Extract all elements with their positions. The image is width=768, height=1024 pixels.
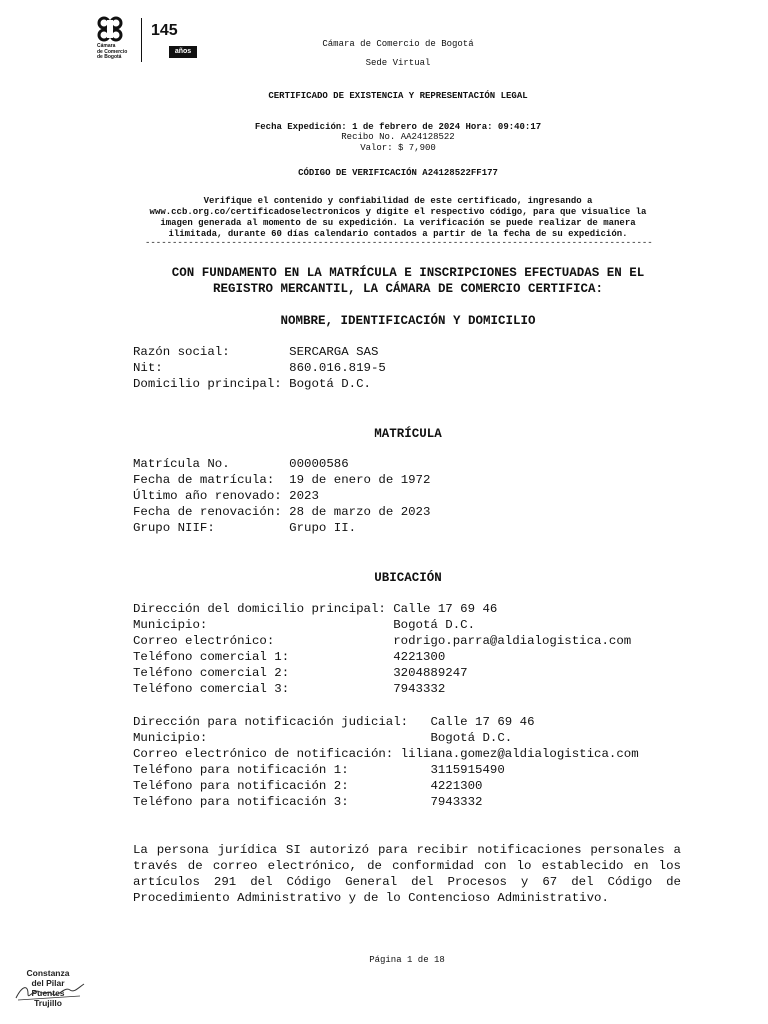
certificate-title: CERTIFICADO DE EXISTENCIA Y REPRESENTACIÓN LEGAL xyxy=(268,91,528,101)
recibo-number: Recibo No. AA24128522 xyxy=(341,132,455,142)
verification-code: CÓDIGO DE VERIFICACIÓN A24128522FF177 xyxy=(298,168,498,178)
kv-row: Teléfono comercial 3: 7943332 xyxy=(133,682,446,696)
kv-row: Correo electrónico de notificación: liliana.gomez@aldialogistica.com xyxy=(133,747,639,761)
signature-stamp xyxy=(14,968,86,1014)
kv-row: Domicilio principal: Bogotá D.C. xyxy=(133,377,371,391)
separator-line: ---------------------------------------------------------------------------------------------- xyxy=(145,238,653,248)
page-number: Página 1 de 18 xyxy=(369,955,445,965)
kv-row: Último año renovado: 2023 xyxy=(133,489,319,503)
kv-row: Grupo NIIF: Grupo II. xyxy=(133,521,357,535)
kv-row: Fecha de matrícula: 19 de enero de 1972 xyxy=(133,473,431,487)
kv-row: Municipio: Bogotá D.C. xyxy=(133,731,513,745)
valor: Valor: $ 7,900 xyxy=(360,143,436,153)
kv-row: Teléfono comercial 1: 4221300 xyxy=(133,650,446,664)
ubicacion-judicial-table xyxy=(133,714,639,810)
verification-notice: Verifique el contenido y confiabilidad de este certificado, ingresando a www.ccb.org.co/certificadoselectronicos y digite el respectivo código, para que visualice la imagen generada al momento de su expedición. La verificación se puede realizar de manera ilimitada, durante 60 días calendario contados a partir de la fecha de su expedición. xyxy=(149,196,647,239)
nombre-table xyxy=(133,344,386,392)
kv-row: Teléfono para notificación 1: 3115915490 xyxy=(133,763,505,777)
ccb-logo xyxy=(97,16,207,66)
kv-row: Razón social: SERCARGA SAS xyxy=(133,345,379,359)
kv-row: Dirección para notificación judicial: Calle 17 69 46 xyxy=(133,715,535,729)
kv-row: Teléfono para notificación 3: 7943332 xyxy=(133,795,483,809)
kv-row: Fecha de renovación: 28 de marzo de 2023 xyxy=(133,505,431,519)
kv-row: Teléfono para notificación 2: 4221300 xyxy=(133,779,483,793)
intro-heading: CON FUNDAMENTO EN LA MATRÍCULA E INSCRIPCIONES EFECTUADAS EN EL REGISTRO MERCANTIL, LA CÁMARA DE COMERCIO CERTIFICA: xyxy=(171,266,645,296)
kv-row: Municipio: Bogotá D.C. xyxy=(133,618,476,632)
fecha-expedicion: Fecha Expedición: 1 de febrero de 2024 Hora: 09:40:17 xyxy=(254,122,542,132)
logo-years: 145 xyxy=(151,22,178,39)
handwritten-signature-icon xyxy=(14,976,86,1006)
signer-name: Constanza del Pilar Puentes Trujillo xyxy=(26,968,70,1008)
ubicacion-principal-table xyxy=(133,601,631,697)
logo-years-label: años xyxy=(169,46,197,58)
logo-org-name: Cámara de Comercio de Bogotá xyxy=(97,43,128,60)
kv-row: Nit: 860.016.819-5 xyxy=(133,361,386,375)
notification-paragraph: La persona jurídica SI autorizó para recibir notificaciones personales a través de correo electrónico, de conformidad con lo establecido en los artículos 291 del Código General del Procesos y 67 del Código de Procedimiento Administrativo y de lo Contencioso Administrativo. xyxy=(133,843,681,905)
section-title-ubicacion: UBICACIÓN xyxy=(374,571,442,585)
section-title-nombre: NOMBRE, IDENTIFICACIÓN Y DOMICILIO xyxy=(280,314,536,328)
ccb-logo-icon xyxy=(97,16,123,42)
kv-row: Dirección del domicilio principal: Calle 17 69 46 xyxy=(133,602,498,616)
logo-divider xyxy=(141,18,142,62)
section-title-matricula: MATRÍCULA xyxy=(374,427,442,441)
kv-row: Teléfono comercial 2: 3204889247 xyxy=(133,666,468,680)
kv-row: Correo electrónico: rodrigo.parra@aldialogistica.com xyxy=(133,634,632,648)
matricula-table xyxy=(133,456,430,536)
kv-row: Matrícula No. 00000586 xyxy=(133,457,349,471)
sede-virtual: Sede Virtual xyxy=(365,58,431,68)
org-name: Cámara de Comercio de Bogotá xyxy=(322,39,474,49)
